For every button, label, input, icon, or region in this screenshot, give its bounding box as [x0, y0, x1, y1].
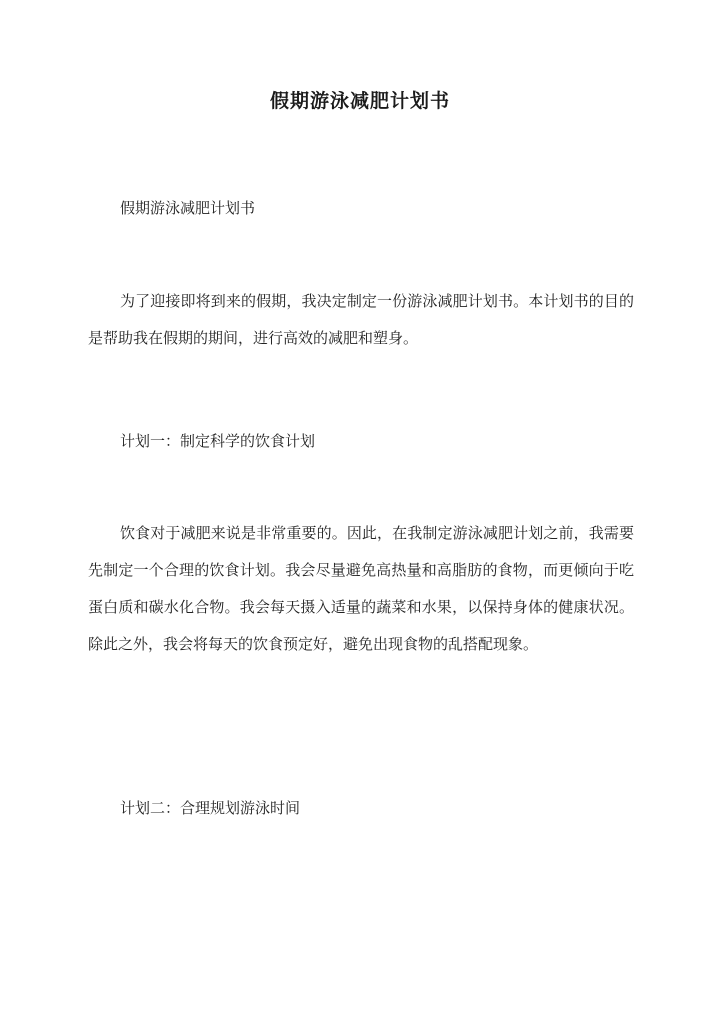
document-title: 假期游泳减肥计划书 [269, 90, 450, 112]
subtitle-paragraph: 假期游泳减肥计划书 [120, 199, 256, 217]
plan-two-heading: 计划二：合理规划游泳时间 [120, 799, 301, 817]
plan-one-heading: 计划一：制定科学的饮食计划 [120, 432, 316, 450]
intro-paragraph: 为了迎接即将到来的假期，我决定制定一份游泳减肥计划书。本计划书的目的是帮助我在假期的期间，进行高效的减肥和塑身。 [88, 292, 634, 347]
plan-one-body: 饮食对于减肥来说是非常重要的。因此，在我制定游泳减肥计划之前，我需要先制定一个合理的饮食计划。我会尽量避免高热量和高脂肪的食物，而更倾向于吃蛋白质和碳水化合物。我会每天摄入适量的蔬菜和水果，以保持身体的健康状况。除此之外，我会将每天的饮食预定好，避免出现食物的乱搭配现象。 [88, 524, 634, 653]
